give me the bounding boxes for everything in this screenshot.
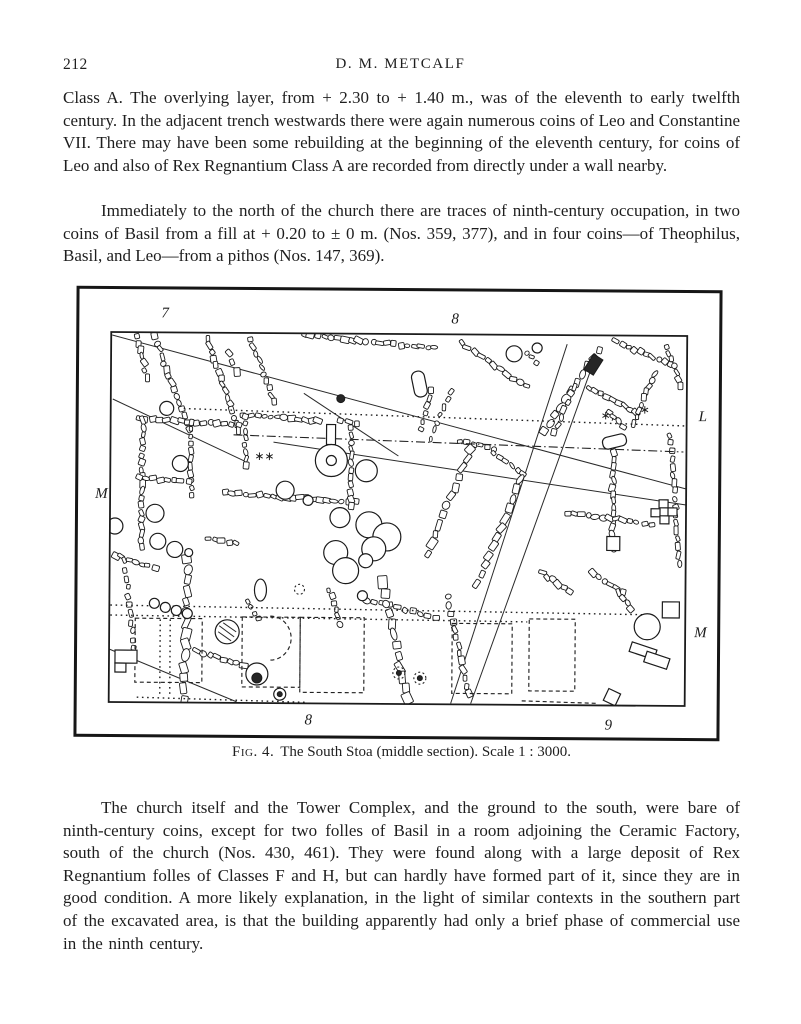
- findspot-marks: [254, 400, 649, 466]
- plan-features: [106, 340, 682, 706]
- figure-caption-label: Fig. 4.: [232, 744, 275, 760]
- grid-label-M-right: M: [694, 625, 707, 642]
- grid-label-9-bottom: 9: [604, 717, 613, 734]
- asterisk-pair-center: ∗∗: [254, 448, 275, 464]
- grid-label-L-right: L: [698, 409, 708, 426]
- grid-label-8-top: 8: [451, 311, 459, 328]
- paragraph-class-a: Class A. The overlying layer, from + 2.30 to + 1.40 m., was of the eleventh to early twelfth century. In the adjacent trench westwards there were again numerous coins of Leo and Constantine VII. There may have been some rebuilding at the beginning of the eleventh century, for coins of Leo and also of Rex Regnantium Class A are recorded from directly under a wall nearby.: [63, 88, 740, 175]
- grid-label-M-left: M: [95, 485, 108, 502]
- figure-caption: [63, 744, 740, 761]
- figure-caption-text: The South Stoa (middle section). Scale 1 : 3000.: [280, 744, 571, 760]
- site-plan-drawing: [76, 289, 719, 738]
- running-head: D. M. METCALF: [335, 56, 466, 72]
- grid-label-8-bottom: 8: [304, 712, 313, 729]
- stone-walls: [110, 330, 683, 708]
- grid-label-7-top: 7: [161, 305, 169, 322]
- figure-4-site-plan: [73, 286, 722, 741]
- asterisk-right-1: ∗,: [600, 408, 615, 423]
- paragraph-church-tower: The church itself and the Tower Complex, and the ground to the south, were bare of ninth-century coins, except for two folles of Basil in a room adjoining the Ceramic Factory, south of the church (Nos. 430, 461). They were found along with a large deposit of Rex Regnantium folles of Classes F and H, but can hardly have formed part of it, since they are in good condition. A more likely explanation, in the light of similar contexts in the southern part of the excavated area, is that the building apparently had only a brief phase of commercial use in the ninth century.: [63, 798, 740, 953]
- asterisk-right-2: ∗: [639, 402, 650, 417]
- paragraph-north-of-church: Immediately to the north of the church there are traces of ninth-century occupation, in two coins of Basil from a fill at + 0.20 to ± 0 m. (Nos. 359, 377), and in four coins—of Theophilus, Basil, and Leo—from a pithos (Nos. 147, 369).: [63, 201, 740, 266]
- page-number: 212: [63, 56, 88, 73]
